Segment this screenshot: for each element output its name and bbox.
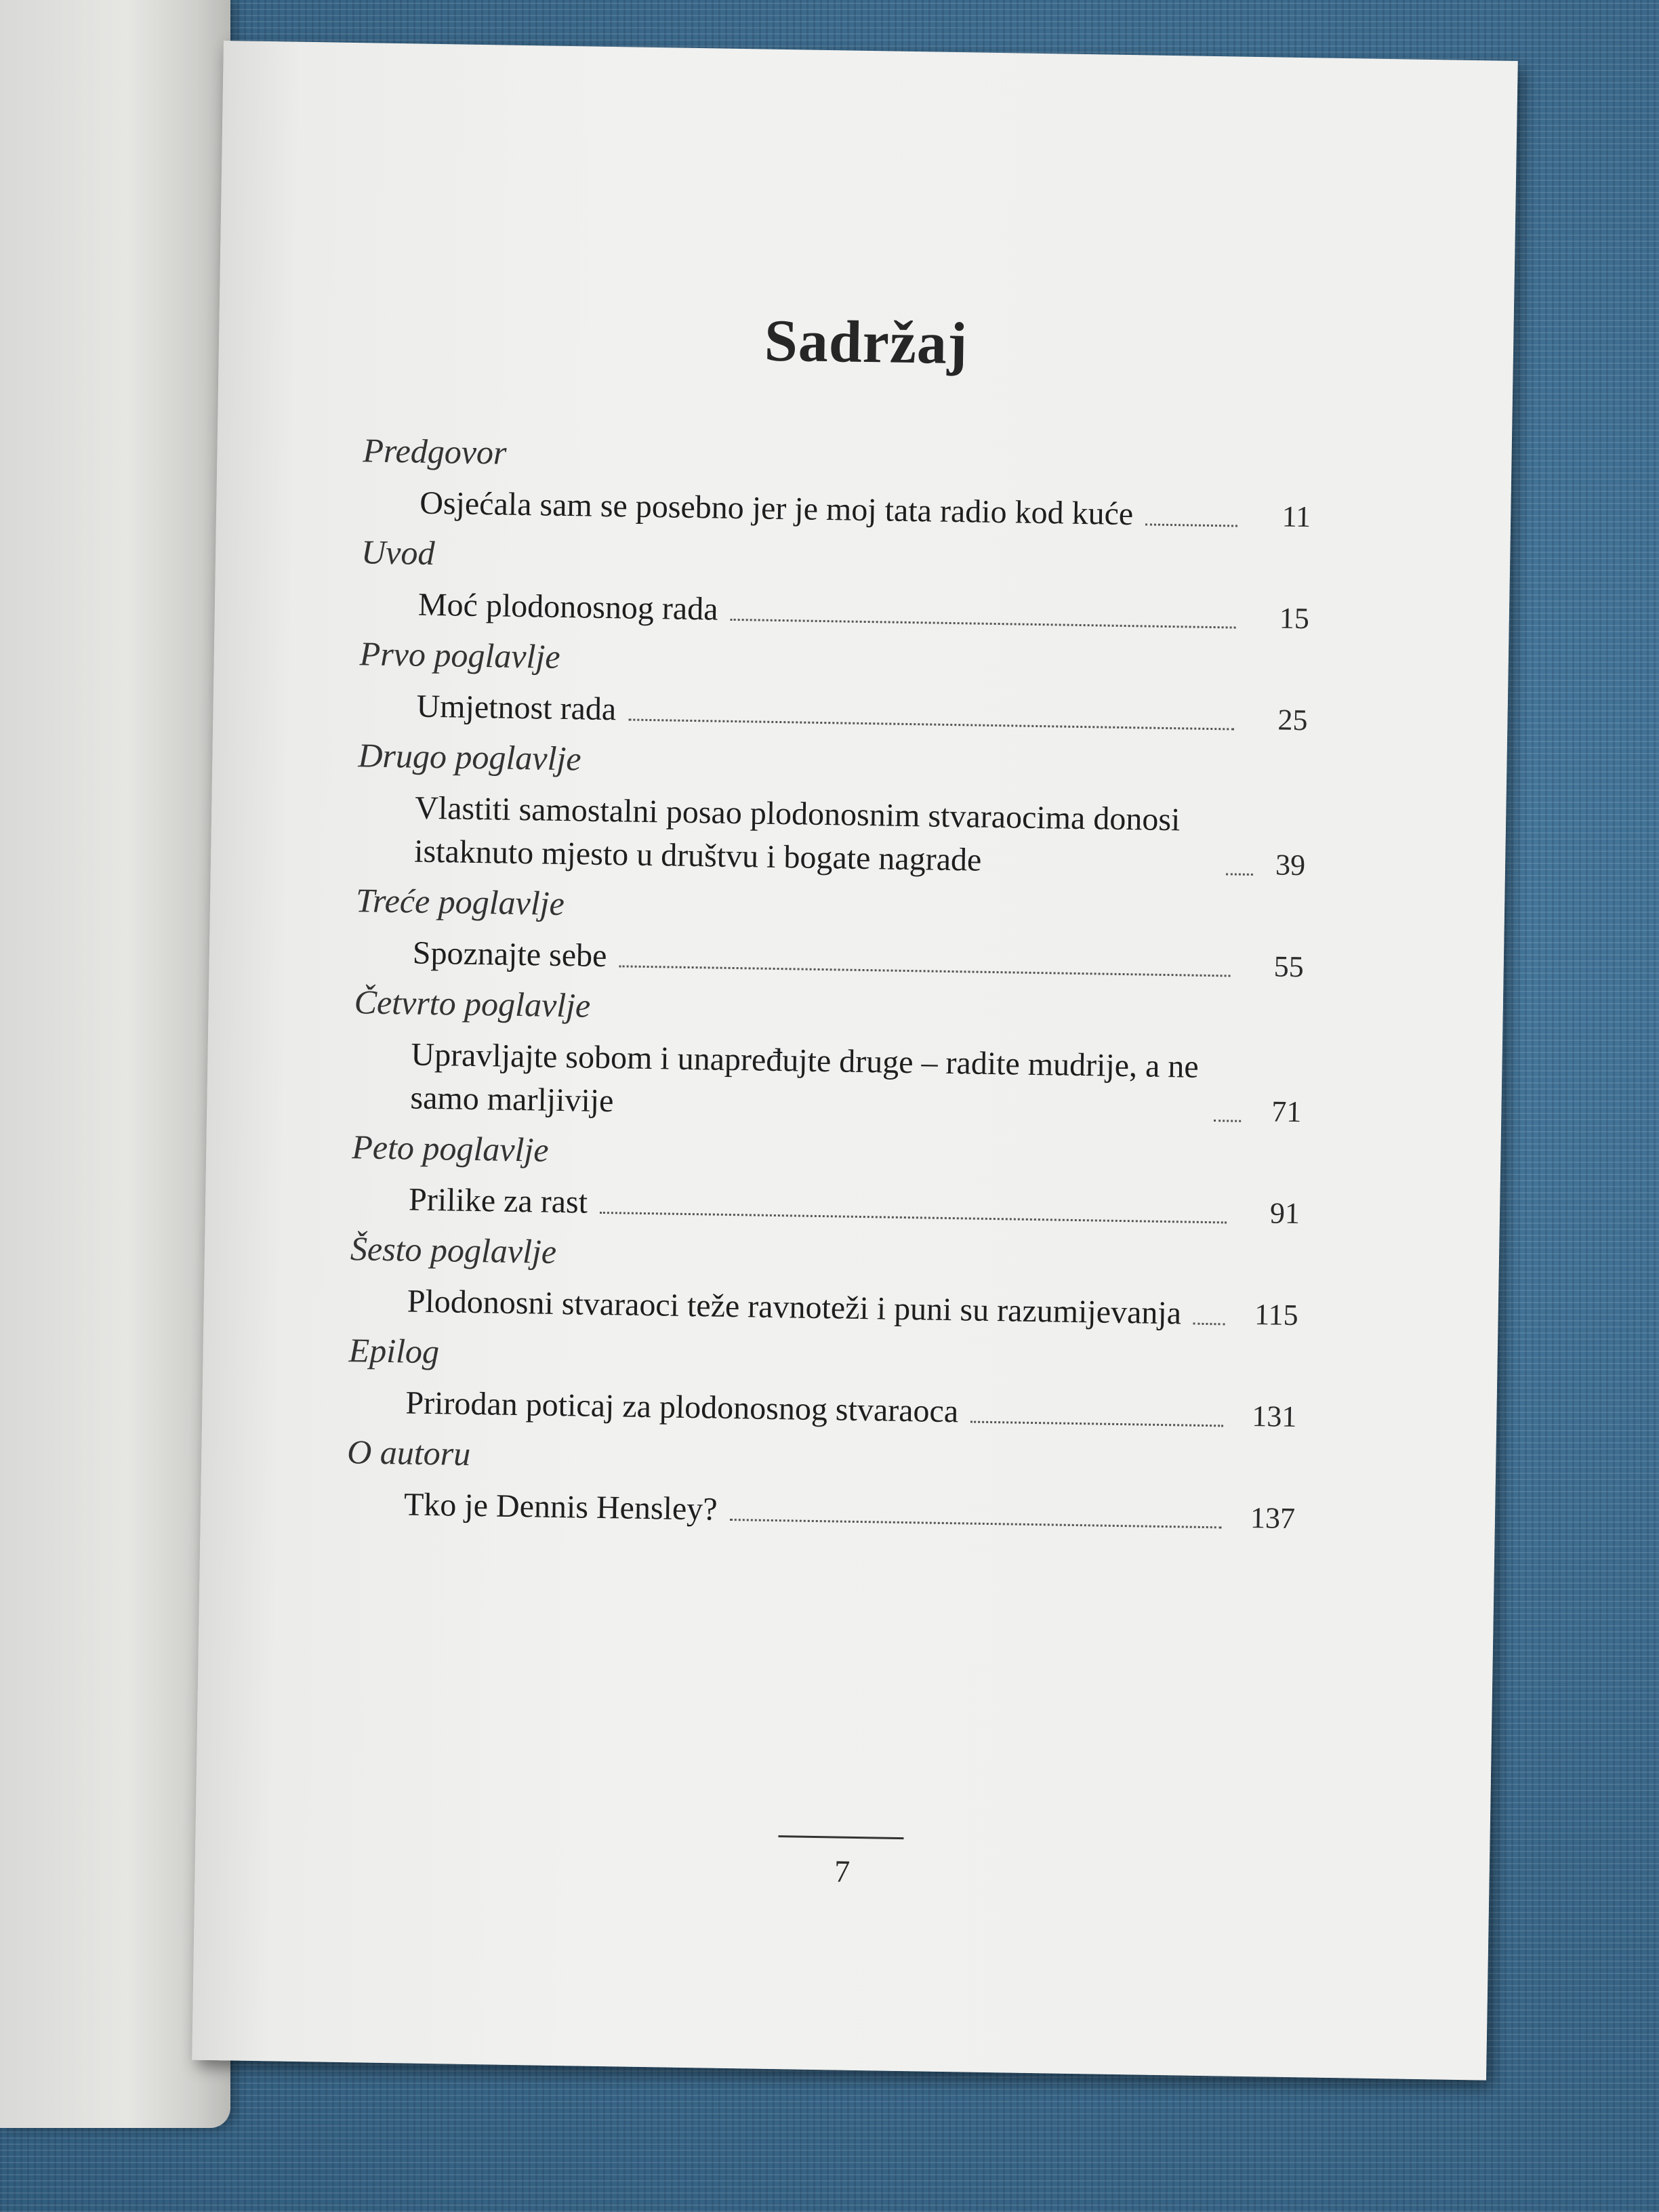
toc-entry	[407, 1279, 1298, 1337]
toc-entry-title: Moć plodonosnog rada	[417, 586, 718, 628]
toc-section-label: Prvo poglavlje	[359, 634, 560, 676]
toc-entry-title: Plodonosni stvaraoci teže ravnoteži i puni su razumijevanja	[407, 1283, 1182, 1332]
toc-block	[360, 531, 1310, 640]
toc-page-number: 115	[1254, 1298, 1299, 1332]
toc-section-label: Treće poglavlje	[355, 881, 565, 923]
toc-entry	[419, 482, 1311, 539]
toc-entry-title: Spoznajte sebe	[412, 935, 607, 975]
toc-entry	[414, 787, 1307, 888]
toc-entry-title: Umjetnost rada	[416, 688, 617, 728]
toc-entry	[417, 583, 1309, 641]
footer-rule	[778, 1835, 903, 1839]
toc-section-label: Uvod	[361, 533, 435, 572]
toc-block	[349, 1227, 1299, 1337]
toc-page-number: 15	[1279, 601, 1310, 636]
toc-entry-title: Tko je Dennis Hensley?	[403, 1486, 718, 1528]
dot-leader	[1214, 1120, 1241, 1122]
toc-page-number: 71	[1271, 1094, 1302, 1129]
toc-page-number: 91	[1269, 1196, 1300, 1231]
dot-leader	[1226, 873, 1253, 876]
toc-section-label: Šesto poglavlje	[350, 1229, 557, 1271]
toc-section-label: Peto poglavlje	[351, 1128, 549, 1169]
toc-page-number: 25	[1277, 703, 1308, 737]
dot-leader	[628, 719, 1234, 731]
toc-entry	[416, 685, 1308, 743]
toc-entry	[410, 1033, 1303, 1134]
toc-page-number: 11	[1282, 499, 1311, 534]
toc-entry	[405, 1381, 1297, 1439]
toc-entry	[409, 1179, 1300, 1236]
toc-block	[346, 1431, 1296, 1540]
dot-leader	[1193, 1323, 1225, 1326]
dot-leader	[970, 1421, 1223, 1427]
toc-block	[352, 981, 1303, 1134]
toc-section-label: Predgovor	[363, 431, 507, 472]
toc-section-label: Četvrto poglavlje	[354, 983, 591, 1025]
toc-page-number: 137	[1250, 1501, 1296, 1536]
toc-section-label: Epilog	[348, 1331, 440, 1371]
toc-page-number: 131	[1251, 1399, 1297, 1434]
toc-block	[348, 1329, 1298, 1439]
toc-page-number: 55	[1273, 949, 1305, 984]
toc-entry-title: Vlastiti samostalni posao plodonosnim stvaraocima donosi istaknuto mjesto u društvu i bogate nagrade	[413, 790, 1181, 878]
dot-leader	[600, 1212, 1227, 1224]
book-page	[192, 41, 1518, 2081]
dot-leader	[1145, 523, 1237, 527]
page-title: Sadržaj	[764, 308, 969, 377]
toc-block	[354, 879, 1305, 989]
dot-leader	[729, 1519, 1221, 1528]
toc-section-label: O autoru	[346, 1433, 471, 1473]
toc-block	[362, 429, 1312, 539]
toc-block	[359, 632, 1309, 742]
folio-page-number: 7	[834, 1853, 851, 1889]
toc-entry-title: Upravljajte sobom i unapređujte druge – radite mudrije, a ne samo marljivije	[410, 1036, 1200, 1120]
dot-leader	[730, 619, 1235, 629]
dot-leader	[619, 965, 1230, 977]
toc-section-label: Drugo poglavlje	[358, 736, 582, 778]
toc-entry	[412, 932, 1304, 989]
toc-block	[356, 734, 1307, 887]
toc-block	[351, 1126, 1301, 1235]
toc-entry	[404, 1483, 1296, 1540]
toc-entry-title: Prilike za rast	[408, 1181, 588, 1221]
table-of-contents	[346, 422, 1312, 1547]
toc-entry-title: Prirodan poticaj za plodonosnog stvaraoca	[405, 1385, 959, 1430]
toc-page-number: 39	[1275, 848, 1306, 882]
toc-entry-title: Osjećala sam se posebno jer je moj tata radio kod kuće	[419, 485, 1134, 533]
